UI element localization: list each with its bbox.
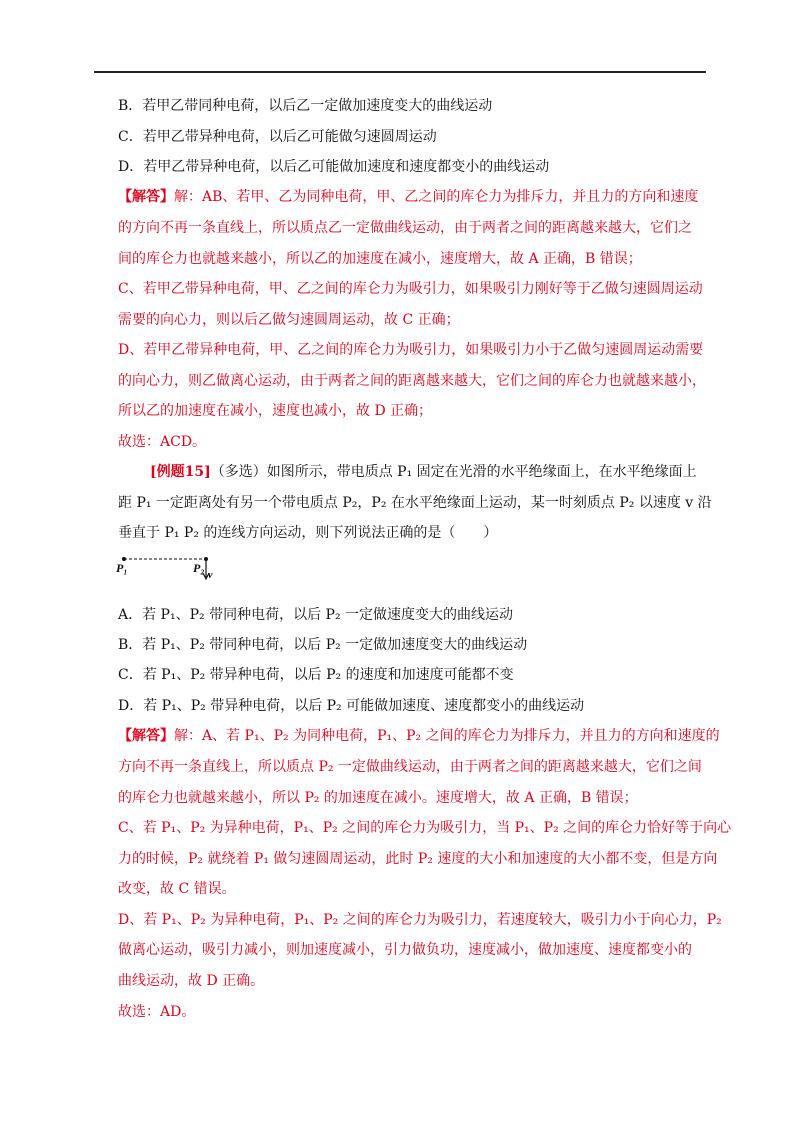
q15-answer-line-3: 的库仑力也就越来越小，所以 P₂ 的加速度在减小。速度增大，故 A 正确，B 错误；	[118, 790, 638, 806]
q14-answer-line-8: 所以乙的加速度在减小，速度也减小，故 D 正确；	[118, 403, 433, 419]
q14-answer-line-4: C、若甲乙带异种电荷，甲、乙之间的库仑力为吸引力，如果吸引力刚好等于乙做匀速圆周运动	[118, 281, 703, 297]
q14-answer-line-5: 需要的向心力，则以后乙做匀速圆周运动，故 C 正确；	[118, 312, 460, 328]
q15-stem-line-3: 垂直于 P₁ P₂ 的连线方向运动，则下列说法正确的是（ ）	[118, 525, 498, 541]
q14-option-d: D．若甲乙带异种电荷，以后乙可能做加速度和速度都变小的曲线运动	[118, 159, 550, 175]
q15-answer-line-5: 力的时候，P₂ 就绕着 P₁ 做匀速圆周运动，此时 P₂ 速度的大小和加速度的大小都不变，但是方向	[118, 851, 718, 867]
q14-answer-line-3: 间的库仑力也就越来越小，所以乙的加速度在减小，速度增大，故 A 正确，B 错误；	[118, 251, 642, 267]
q15-answer-line-6: 改变，故 C 错误。	[118, 881, 236, 897]
q14-answer-line-2: 的方向不再一条直线上，所以质点乙一定做曲线运动，由于两者之间的距离越来越大，它们之	[118, 220, 692, 236]
q14-option-c: C．若甲乙带异种电荷，以后乙可能做匀速圆周运动	[118, 129, 437, 145]
example-tag: [例题15]	[150, 464, 211, 480]
q14-option-b: B．若甲乙带同种电荷，以后乙一定做加速度变大的曲线运动	[118, 98, 493, 114]
p1-label: P₁	[116, 561, 128, 575]
q15-option-a: A．若 P₁、P₂ 带同种电荷，以后 P₂ 一定做速度变大的曲线运动	[118, 607, 514, 623]
header-rule	[94, 71, 706, 73]
answer-tag: 【解答】	[118, 728, 174, 744]
q15-answer-line-4: C、若 P₁、P₂ 为异种电荷，P₁、P₂ 之间的库仑力为吸引力，当 P₁、P₂ 之间的库仑力恰好等于向心	[118, 820, 732, 836]
q14-answer-line-6: D、若甲乙带异种电荷，甲、乙之间的库仑力为吸引力，如果吸引力小于乙做匀速圆周运动需要	[118, 342, 704, 358]
q15-answer-line-1: 【解答】解：A、若 P₁、P₂ 为同种电荷，P₁、P₂ 之间的库仑力为排斥力，并且力的方向和速度的	[118, 728, 720, 744]
velocity-label: v	[208, 570, 213, 581]
p2-label: P₂	[193, 561, 205, 575]
q15-answer-line-8: 做离心运动，吸引力减小，则加速度减小，引力做负功，速度减小，做加速度、速度都变小的	[118, 942, 692, 958]
q15-option-b: B．若 P₁、P₂ 带同种电荷，以后 P₂ 一定做加速度变大的曲线运动	[118, 637, 528, 653]
q15-choice: 故选：AD。	[118, 1004, 196, 1020]
answer-tag: 【解答】	[118, 189, 174, 205]
q14-answer-line-7: 的向心力，则乙做离心运动，由于两者之间的距离越来越大，它们之间的库仑力也就越来越小，	[118, 373, 706, 389]
q15-option-d: D．若 P₁、P₂ 带异种电荷，以后 P₂ 可能做加速度、速度都变小的曲线运动	[118, 698, 585, 714]
q15-answer-line-2: 方向不再一条直线上，所以质点 P₂ 一定做曲线运动，由于两者之间的距离越来越大，它们之间	[118, 759, 702, 775]
q15-answer-line-9: 曲线运动，故 D 正确。	[118, 973, 265, 989]
q15-stem-line-2: 距 P₁ 一定距离处有另一个带电质点 P₂，P₂ 在水平绝缘面上运动，某一时刻质点 P₂ 以速度 v 沿	[118, 495, 712, 511]
q15-answer-line-7: D、若 P₁、P₂ 为异种电荷，P₁、P₂ 之间的库仑力为吸引力，若速度较大，吸引力小于向心力，P₂	[118, 912, 722, 928]
q14-answer-line-1: 【解答】解：AB、若甲、乙为同种电荷，甲、乙之间的库仑力为排斥力，并且力的方向和速度	[118, 189, 699, 205]
q15-option-c: C．若 P₁、P₂ 带异种电荷，以后 P₂ 的速度和加速度可能都不变	[118, 667, 514, 683]
q14-choice: 故选：ACD。	[118, 434, 207, 450]
q15-stem-line-1: [例题15]（多选）如图所示，带电质点 P₁ 固定在光滑的水平绝缘面上，在水平绝缘面上	[150, 464, 697, 480]
p1-p2-figure	[116, 552, 226, 586]
